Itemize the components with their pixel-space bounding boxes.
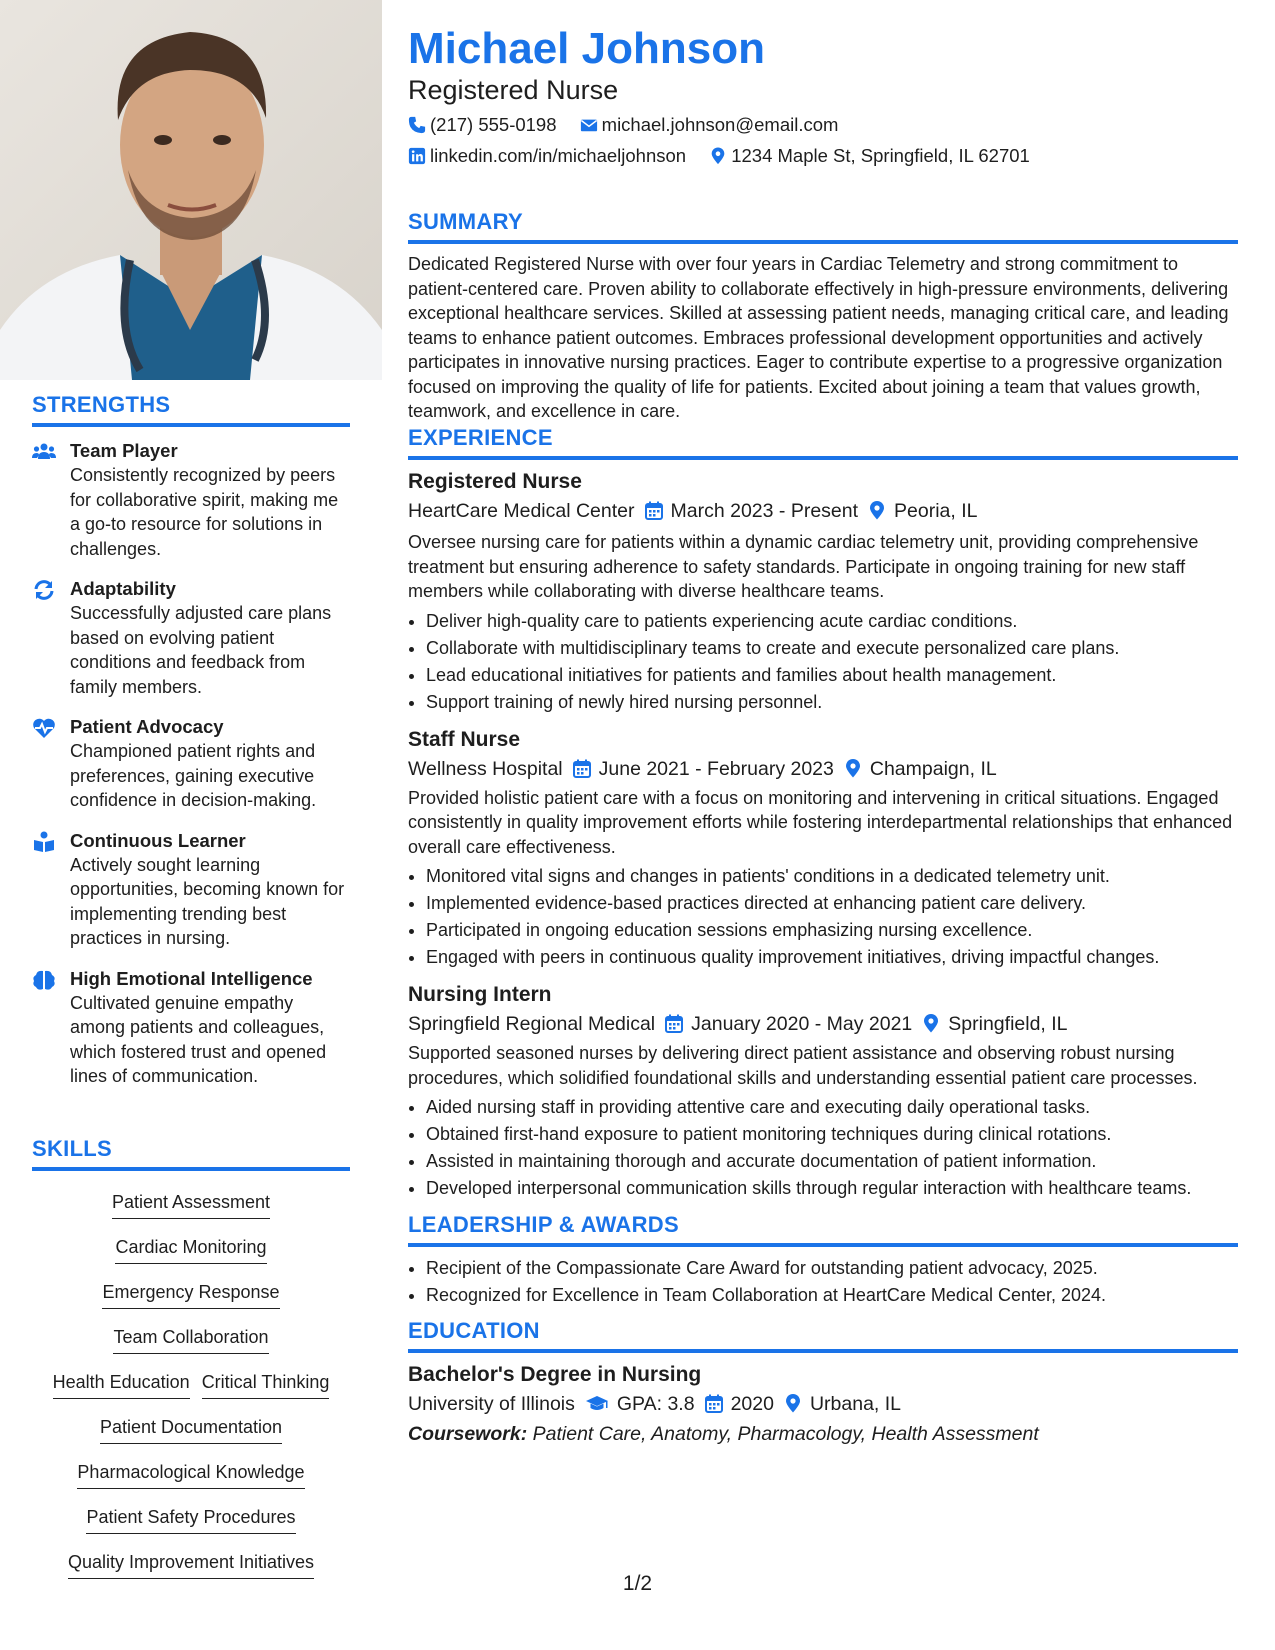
phone-contact[interactable] bbox=[408, 113, 557, 137]
leadership-list bbox=[408, 1255, 1238, 1309]
leadership-item: • Recognized for Excellence in Team Collaboration at HeartCare Medical Center, 2024. bbox=[426, 1282, 1238, 1309]
job-bullet: • Aided nursing staff in providing attentive care and executing daily operational tasks. bbox=[426, 1094, 1238, 1121]
address-contact bbox=[709, 144, 1030, 168]
job-entry bbox=[408, 981, 1238, 1202]
heartbeat-icon bbox=[32, 717, 56, 739]
job-bullet: • Collaborate with multidisciplinary teams to create and execute personalized care plans. bbox=[426, 635, 1238, 662]
strength-desc: Championed patient rights and preferences, gaining executive confidence in decision-making. bbox=[70, 741, 317, 810]
job-company: Springfield Regional Medical bbox=[408, 1013, 656, 1035]
skills-section bbox=[32, 1136, 350, 1588]
job-bullets bbox=[408, 1094, 1238, 1202]
job-dates: March 2023 - Present bbox=[670, 500, 859, 522]
skill-tag: Critical Thinking bbox=[202, 1371, 330, 1399]
job-bullet: • Obtained first-hand exposure to patient monitoring techniques during clinical rotations. bbox=[426, 1121, 1238, 1148]
graduation-cap-icon bbox=[585, 1394, 609, 1413]
job-entry bbox=[408, 468, 1238, 716]
job-company: Wellness Hospital bbox=[408, 757, 563, 780]
job-bullet: • Engaged with peers in continuous quality improvement initiatives, driving impactful changes. bbox=[426, 944, 1238, 971]
skill-tag: Patient Safety Procedures bbox=[86, 1506, 295, 1534]
experience-section bbox=[408, 425, 1238, 1202]
map-pin-icon bbox=[868, 501, 886, 520]
map-pin-icon bbox=[709, 147, 727, 165]
job-bullet: • Implemented evidence-based practices directed at enhancing patient care delivery. bbox=[426, 890, 1238, 917]
skill-tag: Cardiac Monitoring bbox=[115, 1236, 266, 1264]
leadership-item: • Recipient of the Compassionate Care Award for outstanding patient advocacy, 2025. bbox=[426, 1255, 1238, 1282]
calendar-icon bbox=[665, 1014, 683, 1033]
map-pin-icon bbox=[784, 1394, 802, 1413]
skill-tag: Patient Assessment bbox=[112, 1191, 270, 1219]
job-bullet: • Assisted in maintaining thorough and accurate documentation of patient information. bbox=[426, 1148, 1238, 1175]
map-pin-icon bbox=[844, 759, 862, 778]
calendar-icon bbox=[645, 501, 663, 520]
strength-desc: Successfully adjusted care plans based on evolving patient conditions and feedback from family members. bbox=[70, 603, 332, 697]
strength-desc: Actively sought learning opportunities, becoming known for implementing trending best practices in nursing. bbox=[70, 854, 345, 948]
skill-tag: Pharmacological Knowledge bbox=[77, 1461, 304, 1489]
page-number: 1/2 bbox=[622, 1572, 653, 1595]
job-title: Nursing Intern bbox=[408, 983, 552, 1006]
summary-title: SUMMARY bbox=[408, 209, 1238, 244]
skills-title: SKILLS bbox=[32, 1136, 350, 1171]
strength-item bbox=[32, 967, 350, 1089]
strength-title: Continuous Learner bbox=[70, 829, 246, 851]
strength-item bbox=[32, 829, 350, 951]
leadership-title: LEADERSHIP & AWARDS bbox=[408, 1212, 1238, 1247]
job-location: Peoria, IL bbox=[894, 500, 978, 522]
summary-section bbox=[408, 209, 1238, 424]
strength-desc: Consistently recognized by peers for collaborative spirit, making me a go-to resource for solutions in challenges. bbox=[70, 465, 339, 559]
email-icon bbox=[580, 116, 598, 134]
profile-photo bbox=[0, 0, 382, 380]
sidebar bbox=[0, 0, 382, 1650]
job-bullets bbox=[408, 863, 1238, 971]
address-text: 1234 Maple St, Springfield, IL 62701 bbox=[731, 145, 1030, 166]
email-contact[interactable] bbox=[580, 113, 839, 137]
skill-tag: Quality Improvement Initiatives bbox=[68, 1551, 314, 1579]
strength-title: Adaptability bbox=[70, 578, 176, 599]
graduation-year: 2020 bbox=[730, 1393, 774, 1415]
strength-title: Patient Advocacy bbox=[70, 716, 224, 737]
coursework bbox=[408, 1419, 1238, 1449]
job-dates: June 2021 - February 2023 bbox=[598, 757, 834, 780]
skill-tag: Health Education bbox=[53, 1371, 190, 1399]
job-description: Supported seasoned nurses by delivering direct patient assistance and observing robust nursing procedures, which solidified foundational skills and understanding essential patient care processes. bbox=[408, 1043, 1198, 1088]
linkedin-icon bbox=[408, 147, 426, 165]
linkedin-text: linkedin.com/in/michaeljohnson bbox=[430, 145, 687, 166]
contact-row-1 bbox=[408, 113, 856, 137]
coursework-label: Coursework: bbox=[408, 1423, 528, 1445]
candidate-name: Michael Johnson bbox=[408, 24, 765, 73]
calendar-icon bbox=[705, 1394, 723, 1413]
summary-text: Dedicated Registered Nurse with over four years in Cardiac Telemetry and strong commitment to patient-centered care. Proven ability to collaborate effectively in high-pressure environments, delivering exceptional healthcare services. Skilled at assessing patient needs, managing critical care, and leading teams to enhance patient outcomes. Embraces professional development opportunities and actively participates in innovative nursing practices. Eager to contribute expertise to a progressive organization focused on improving the quality of life for patients. Excited about joining a team that values growth, teamwork, and excellence in care. bbox=[408, 254, 1229, 421]
experience-title: EXPERIENCE bbox=[408, 425, 1238, 460]
phone-icon bbox=[408, 116, 426, 134]
strengths-title: STRENGTHS bbox=[32, 392, 350, 427]
job-description: Provided holistic patient care with a focus on monitoring and intervening in critical situations. Engaged consistently in quality improvement efforts while fostering interdepartmental relationships that enhanced overall care effectiveness. bbox=[408, 787, 1233, 857]
degree-title: Bachelor's Degree in Nursing bbox=[408, 1363, 702, 1386]
job-bullet: • Deliver high-quality care to patients experiencing acute cardiac conditions. bbox=[426, 608, 1238, 635]
job-bullet: • Lead educational initiatives for patients and families about health management. bbox=[426, 662, 1238, 689]
job-location: Springfield, IL bbox=[948, 1013, 1068, 1035]
brain-icon bbox=[32, 969, 56, 991]
skills-list bbox=[32, 1183, 350, 1588]
email-text: michael.johnson@email.com bbox=[601, 114, 839, 135]
strength-item bbox=[32, 715, 350, 813]
job-meta bbox=[408, 754, 1238, 784]
calendar-icon bbox=[573, 759, 591, 778]
job-dates: January 2020 - May 2021 bbox=[691, 1013, 913, 1035]
job-bullet: • Support training of newly hired nursing personnel. bbox=[426, 689, 1238, 716]
job-description: Oversee nursing care for patients within a dynamic cardiac telemetry unit, providing comprehensive treatment but ensuring adherence to safety standards. Participate in ongoing training for new staff members while collaborating with diverse healthcare teams. bbox=[408, 532, 1199, 601]
education-title: EDUCATION bbox=[408, 1318, 1238, 1353]
strength-title: Team Player bbox=[70, 440, 178, 461]
job-meta bbox=[408, 1009, 1238, 1039]
candidate-role: Registered Nurse bbox=[408, 75, 619, 105]
skill-tag: Emergency Response bbox=[102, 1281, 279, 1309]
gpa: GPA: 3.8 bbox=[616, 1393, 695, 1415]
contact-row-2 bbox=[408, 144, 1048, 168]
linkedin-contact[interactable] bbox=[408, 144, 686, 168]
book-reader-icon bbox=[32, 831, 56, 853]
skill-tag: Patient Documentation bbox=[100, 1416, 282, 1444]
leadership-section bbox=[408, 1212, 1238, 1309]
education-meta bbox=[408, 1389, 1238, 1419]
users-icon bbox=[32, 441, 56, 463]
strength-title: High Emotional Intelligence bbox=[70, 967, 313, 989]
strength-desc: Cultivated genuine empathy among patients and colleagues, which fostered trust and opened lines of communication. bbox=[70, 992, 327, 1086]
education-section bbox=[408, 1318, 1238, 1449]
strength-item bbox=[32, 439, 350, 561]
job-entry bbox=[408, 726, 1238, 972]
job-title: Staff Nurse bbox=[408, 727, 521, 751]
job-location: Champaign, IL bbox=[869, 757, 997, 780]
job-bullets bbox=[408, 608, 1238, 716]
job-bullet: • Monitored vital signs and changes in patients' conditions in a dedicated telemetry unit. bbox=[426, 863, 1238, 890]
phone-text: (217) 555-0198 bbox=[430, 114, 557, 135]
refresh-icon bbox=[32, 579, 56, 601]
coursework-list: Patient Care, Anatomy, Pharmacology, Health Assessment bbox=[532, 1423, 1039, 1445]
job-bullet: • Participated in ongoing education sessions emphasizing nursing excellence. bbox=[426, 917, 1238, 944]
job-meta bbox=[408, 496, 1238, 526]
education-location: Urbana, IL bbox=[809, 1393, 902, 1415]
job-company: HeartCare Medical Center bbox=[408, 500, 635, 522]
map-pin-icon bbox=[922, 1014, 940, 1033]
school-name: University of Illinois bbox=[408, 1393, 575, 1415]
strength-item bbox=[32, 577, 350, 699]
strengths-section bbox=[32, 392, 350, 1105]
job-title: Registered Nurse bbox=[408, 470, 582, 493]
job-bullet: • Developed interpersonal communication skills through regular interaction with healthcare teams. bbox=[426, 1175, 1238, 1202]
skill-tag: Team Collaboration bbox=[113, 1326, 268, 1354]
